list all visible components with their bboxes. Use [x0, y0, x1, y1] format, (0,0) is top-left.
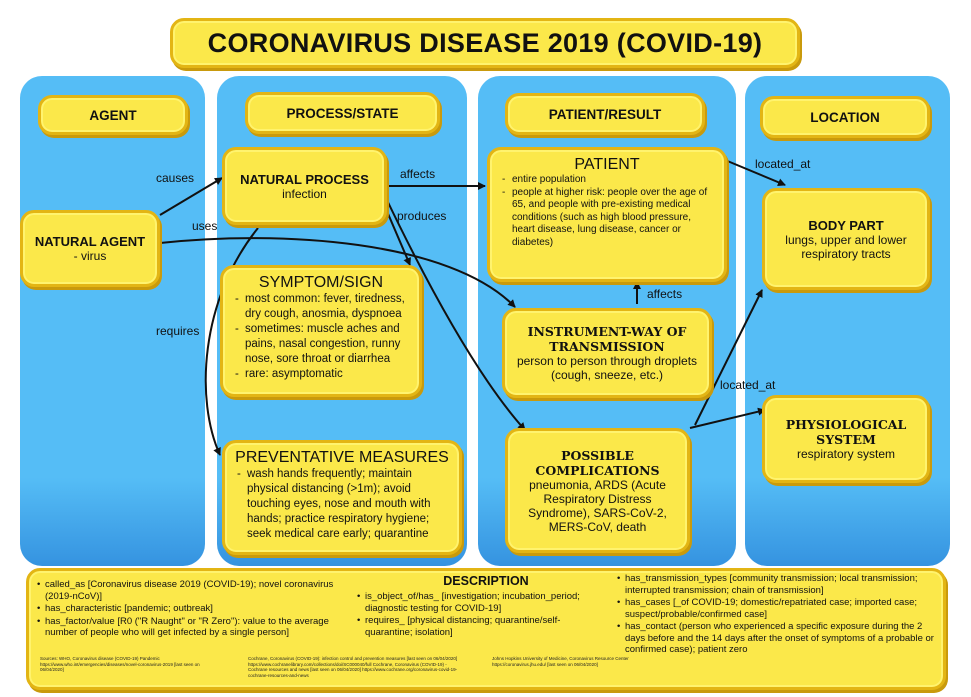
natural-process-sub: infection	[282, 186, 327, 201]
preventative-list	[235, 467, 449, 542]
description-title: DESCRIPTION	[443, 574, 529, 588]
label-affects-top: affects	[400, 167, 436, 181]
node-body-part	[762, 188, 930, 290]
patient-item: - entire population	[500, 174, 714, 187]
node-patient	[487, 147, 727, 282]
label-uses: uses	[192, 219, 218, 233]
node-natural-process	[222, 147, 387, 225]
description-item: • has_contact (person who experienced a specific exposure during the 2 days before and the 14 days after the onset of symptoms of a probable or confirmed case); patient zero	[617, 621, 937, 656]
complications-title: POSSIBLE COMPLICATIONS	[535, 447, 660, 478]
node-natural-agent	[20, 210, 160, 287]
description-item: • called_as [Coronavirus disease 2019 (COVID-19); novel coronavirus (2019-nCoV)]	[37, 579, 337, 602]
header-process-label: PROCESS/STATE	[286, 105, 399, 121]
header-agent-label: AGENT	[89, 107, 137, 123]
complications-sub: pneumonia, ARDS (Acute Respiratory Distress Syndrome), SARS-CoV-2, MERS-CoV, death	[528, 477, 667, 534]
symptom-item: - most common: fever, tiredness, dry cough, anosmia, dyspnoea	[233, 292, 409, 322]
symptom-list	[233, 292, 409, 382]
symptom-item: - rare: asymptomatic	[233, 367, 409, 382]
label-produces: produces	[397, 209, 447, 223]
natural-process-title: NATURAL PROCESS	[240, 171, 369, 187]
node-symptom	[220, 265, 422, 397]
preventative-item: - wash hands frequently; maintain physical distancing (>1m); avoid touching eyes, nose and mouth with hands; practice respiratory hygiene; seek medical care early; quarantine	[235, 467, 449, 542]
natural-agent-title: NATURAL AGENT	[34, 234, 146, 249]
header-location-label: LOCATION	[810, 109, 880, 125]
description-item: • has_transmission_types [community transmission; local transmission; interrupted transmission; chain of transmission]	[617, 573, 937, 596]
label-requires: requires	[156, 324, 200, 338]
source-2: Cochrane, Coronavirus (COVID-19): infection control and prevention measures [last seen on 06/04/2020] https://www.cochranelibrary.com/collections/doi/SC000040/full Cochrane, Coronavirus (COVID-19) - Cochrane resources and news [last seen on 06/04/2020] https://www.cochrane.org/coronavirus-covid-19-cochrane-resources-and-news	[248, 656, 458, 678]
node-complications	[505, 428, 690, 553]
description-item: • is_object_of/has_ [investigation; incubation_period; diagnostic testing for COVID-19]	[357, 591, 607, 614]
physiological-sub: respiratory system	[796, 447, 896, 461]
label-affects-mid: affects	[647, 287, 683, 301]
instrument-title: INSTRUMENT-WAY OF TRANSMISSION	[527, 324, 687, 354]
description-item: • has_cases [_of COVID-19; domestic/repatriated case; imported case; suspect/probable/confirmed case]	[617, 597, 937, 620]
description-col-1	[37, 579, 337, 640]
symptom-title: SYMPTOM/SIGN	[258, 274, 384, 291]
description-col-3	[617, 573, 937, 657]
description-item: • has_characteristic [pandemic; outbreak]	[37, 603, 337, 615]
patient-list	[500, 174, 714, 249]
node-instrument	[502, 308, 712, 398]
label-causes: causes	[156, 171, 195, 185]
description-item: • requires_ [physical distancing; quarantine/self-quarantine; isolation]	[357, 615, 607, 638]
body-part-title: BODY PART	[808, 217, 884, 233]
label-located-at-bottom: located_at	[720, 378, 776, 392]
source-3: Johns Hopkins University of Medicine, Coronavirus Resource Center https://coronavirus.jhu.edu/ [last seen on 06/04/2020]	[492, 656, 629, 667]
physiological-title: PHYSIOLOGICAL SYSTEM	[785, 417, 907, 447]
node-physiological	[762, 395, 930, 483]
page-title: CORONAVIRUS DISEASE 2019 (COVID-19)	[207, 28, 763, 58]
natural-agent-sub: - virus	[73, 249, 107, 263]
symptom-item: - sometimes: muscle aches and pains, nasal congestion, runny nose, sore throat or diarrhea	[233, 322, 409, 367]
body-part-sub: lungs, upper and lower respiratory tracts	[785, 232, 907, 261]
instrument-sub: person to person through droplets (cough, sneeze, etc.)	[516, 354, 698, 382]
label-located-at-top: located_at	[755, 157, 811, 171]
preventative-title: PREVENTATIVE MEASURES	[235, 449, 449, 466]
source-1: Sources: WHO, Coronavirus disease (COVID-19) Pandemic https://www.who.int/emergencies/diseases/novel-coronavirus-2019 [last seen on 06/04/2020]	[40, 656, 200, 672]
patient-title: PATIENT	[574, 156, 640, 173]
patient-item: - people at higher risk: people over the age of 65, and people with pre-existing medical conditions (such as high blood pressure, heart disease, lung disease, cancer or diabetes)	[500, 187, 714, 250]
description-item: • has_factor/value [R0 ("R Naught" or "R Zero"): value to the average number of people who will get infected by a single person]	[37, 616, 337, 639]
description-col-2	[357, 591, 607, 639]
header-patient-label: PATIENT/RESULT	[548, 106, 662, 122]
node-preventative-measures	[222, 440, 462, 555]
